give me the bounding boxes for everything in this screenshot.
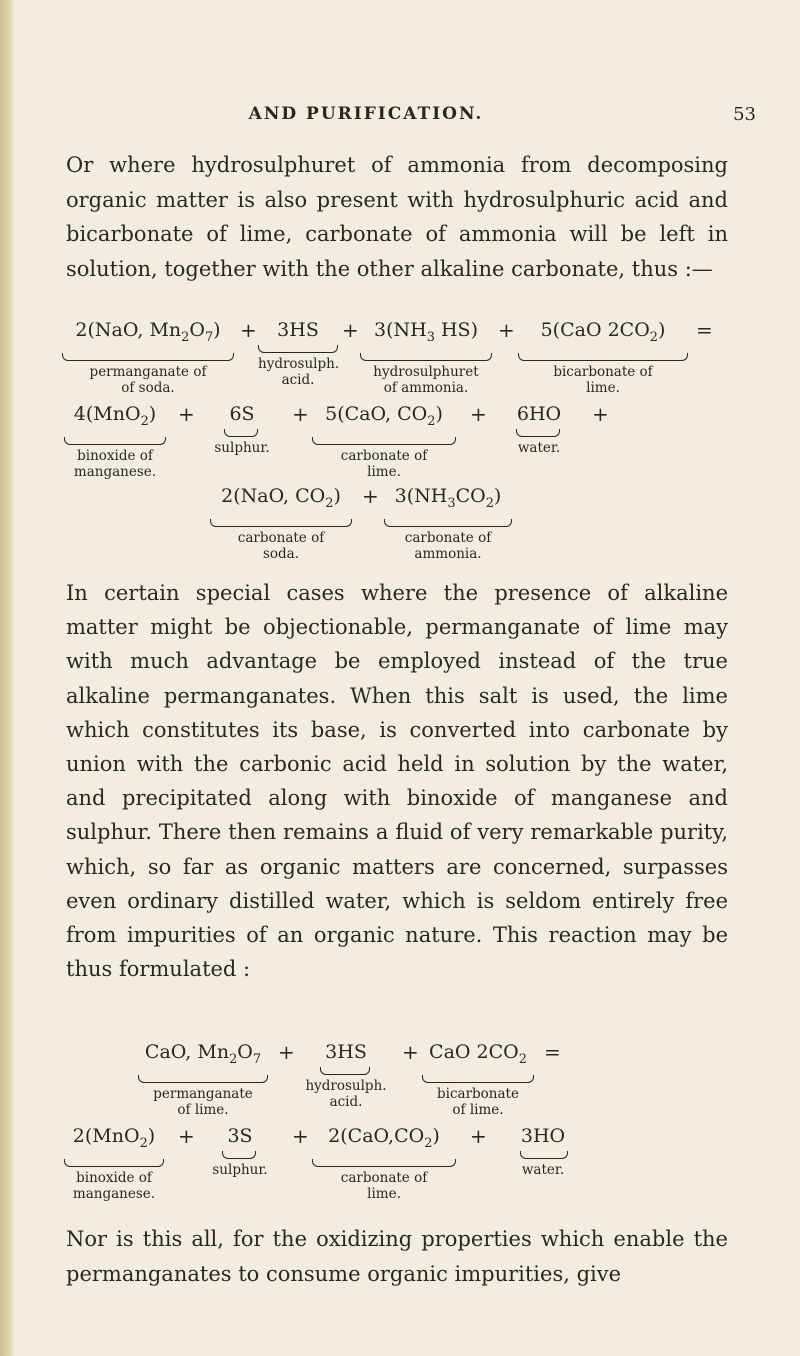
underbrace — [258, 345, 338, 353]
term-caption — [138, 1086, 268, 1118]
caption-line: carbonate of — [340, 447, 428, 464]
term-formula: CaO $2CO_2$ — [429, 1041, 527, 1067]
term-formula: 2(NaO, $Mn_2O_7$) — [75, 319, 221, 345]
equation-term — [312, 1124, 456, 1202]
term-formula: 2(MnO$_2$) — [72, 1125, 156, 1151]
equation-term — [496, 402, 582, 456]
term-caption — [360, 364, 492, 396]
equation2-line2 — [66, 1124, 756, 1206]
equation-term — [312, 402, 456, 480]
page-number: 53 — [733, 104, 756, 125]
equals-sign: = — [544, 1040, 561, 1064]
caption-line: acid. — [329, 1094, 363, 1110]
underbrace — [224, 429, 258, 437]
underbrace — [320, 1067, 370, 1075]
term-caption — [62, 364, 234, 396]
caption-line: water. — [517, 440, 561, 456]
underbrace — [64, 1159, 164, 1167]
caption-line: lime. — [367, 463, 401, 480]
underbrace — [422, 1075, 534, 1083]
caption-line: carbonate of — [404, 529, 492, 546]
plus-sign: + — [362, 484, 379, 508]
plus-sign: + — [470, 1124, 487, 1148]
term-caption — [64, 448, 166, 480]
equation-term — [298, 1040, 394, 1110]
equation-term — [258, 318, 338, 388]
caption-line: of soda. — [121, 379, 175, 396]
caption-line: permanganate of — [89, 363, 207, 380]
term-caption — [496, 440, 582, 456]
term-formula: 6S — [229, 403, 255, 425]
caption-line: of lime. — [452, 1101, 504, 1118]
plus-sign: + — [292, 1124, 309, 1148]
caption-line: binoxide of — [76, 1169, 152, 1186]
page-binding-edge — [0, 0, 14, 1356]
caption-line: carbonate of — [237, 529, 325, 546]
plus-sign: + — [592, 402, 609, 426]
equation-term — [210, 484, 352, 562]
plus-sign: + — [292, 402, 309, 426]
term-caption — [312, 448, 456, 480]
term-formula: $2(CaO,CO_2)$ — [328, 1125, 440, 1151]
caption-line: water. — [521, 1162, 565, 1178]
term-caption — [496, 1162, 590, 1178]
equation-term — [518, 318, 688, 396]
term-formula: 2(NaO, $CO_2$) — [221, 485, 341, 511]
caption-line: hydrosulph. — [258, 356, 340, 372]
term-caption — [258, 356, 338, 388]
underbrace — [222, 1151, 256, 1159]
equation1-line3 — [66, 484, 756, 566]
plus-sign: + — [402, 1040, 419, 1064]
underbrace — [210, 519, 352, 527]
term-formula: 6HO — [516, 403, 562, 425]
underbrace — [62, 353, 234, 361]
plus-sign: + — [178, 402, 195, 426]
plus-sign: + — [278, 1040, 295, 1064]
term-formula: 3HS — [325, 1041, 367, 1063]
underbrace — [518, 353, 688, 361]
term-formula: 3S — [227, 1125, 253, 1147]
underbrace — [520, 1151, 568, 1159]
term-caption — [384, 530, 512, 562]
term-caption — [210, 530, 352, 562]
equation-term — [384, 484, 512, 562]
underbrace — [312, 437, 456, 445]
plus-sign: + — [178, 1124, 195, 1148]
underbrace — [516, 429, 560, 437]
equation1-line2 — [66, 402, 756, 484]
equation-term — [422, 1040, 534, 1118]
caption-line: bicarbonate — [437, 1085, 519, 1102]
plus-sign: + — [342, 318, 359, 342]
term-formula: 3HO — [520, 1125, 566, 1147]
equals-sign: = — [696, 318, 713, 342]
equation-term — [62, 318, 234, 396]
plus-sign: + — [498, 318, 515, 342]
term-formula: 5(CaO, $CO_2$) — [325, 403, 443, 429]
term-caption — [422, 1086, 534, 1118]
caption-line: lime. — [586, 379, 620, 396]
term-formula: 3HS — [277, 319, 319, 341]
caption-line: acid. — [281, 372, 315, 388]
term-caption — [200, 440, 284, 456]
term-caption — [518, 364, 688, 396]
caption-line: carbonate of — [340, 1169, 428, 1186]
underbrace — [312, 1159, 456, 1167]
term-formula: CaO, $Mn_2O_7$ — [144, 1041, 262, 1067]
term-caption — [64, 1170, 164, 1202]
term-formula: $3(NH_3$ HS) — [373, 319, 478, 345]
term-caption — [312, 1170, 456, 1202]
caption-line: sulphur. — [214, 440, 270, 456]
equation-term — [496, 1124, 590, 1178]
equation-term — [64, 402, 166, 480]
term-formula: 4(MnO$_2$) — [73, 403, 157, 429]
caption-line: sulphur. — [212, 1162, 268, 1178]
caption-line: binoxide of — [77, 447, 153, 464]
equation2-line1 — [66, 1040, 756, 1122]
caption-line: bicarbonate of — [553, 363, 653, 380]
paragraph-hydrosulphuret: Or where hydrosulphuret of ammonia from decomposing organic matter is also present with hydrosulphuric acid and bicarbonate of lime, carbonate of ammonia will be left in solution, together with the other alkaline carbonate, thus :— — [66, 153, 728, 282]
caption-line: manganese. — [73, 463, 157, 480]
running-title: AND PURIFICATION. — [248, 104, 484, 124]
underbrace — [64, 437, 166, 445]
caption-line: ammonia. — [414, 545, 482, 562]
paragraph-permanganate-of-lime: In certain special cases where the presence of alkaline matter might be objectionable, permanganate of lime may with much advantage be employed instead of the true alkaline permanganates. When this salt is used, the lime which constitutes its base, is converted into carbonate by union with the carbonic acid held in solution by the water, and precipitated along with binoxide of manganese and sulphur. There then remains a fluid of very remarkable purity, which, so far as organic matters are concerned, surpasses even ordinary distilled water, which is seldom entirely free from impurities of an organic nature. This reaction may be thus formulated : — [66, 581, 728, 982]
plus-sign: + — [240, 318, 257, 342]
term-formula: $3(NH_3CO_2)$ — [394, 485, 502, 511]
underbrace — [360, 353, 492, 361]
caption-line: lime. — [367, 1185, 401, 1202]
equation-term — [138, 1040, 268, 1118]
caption-line: hydrosulph. — [305, 1078, 387, 1094]
running-head — [66, 104, 756, 128]
term-caption — [198, 1162, 282, 1178]
equation1-line1 — [66, 318, 756, 400]
plus-sign: + — [470, 402, 487, 426]
caption-line: permanganate — [153, 1085, 253, 1102]
caption-line: of lime. — [177, 1101, 229, 1118]
caption-line: of ammonia. — [383, 379, 469, 396]
equation-term — [64, 1124, 164, 1202]
equation-term — [198, 1124, 282, 1178]
underbrace — [384, 519, 512, 527]
caption-line: manganese. — [72, 1185, 156, 1202]
term-formula: 5(CaO $2CO_2$) — [540, 319, 666, 345]
caption-line: soda. — [262, 545, 300, 562]
underbrace — [138, 1075, 268, 1083]
paragraph-nor-is-this-all: Nor is this all, for the oxidizing properties which enable the permanganates to consume organic impurities, give — [66, 1227, 728, 1286]
caption-line: hydrosulphuret — [373, 363, 479, 380]
equation-term — [200, 402, 284, 456]
term-caption — [298, 1078, 394, 1110]
equation-term — [360, 318, 492, 396]
